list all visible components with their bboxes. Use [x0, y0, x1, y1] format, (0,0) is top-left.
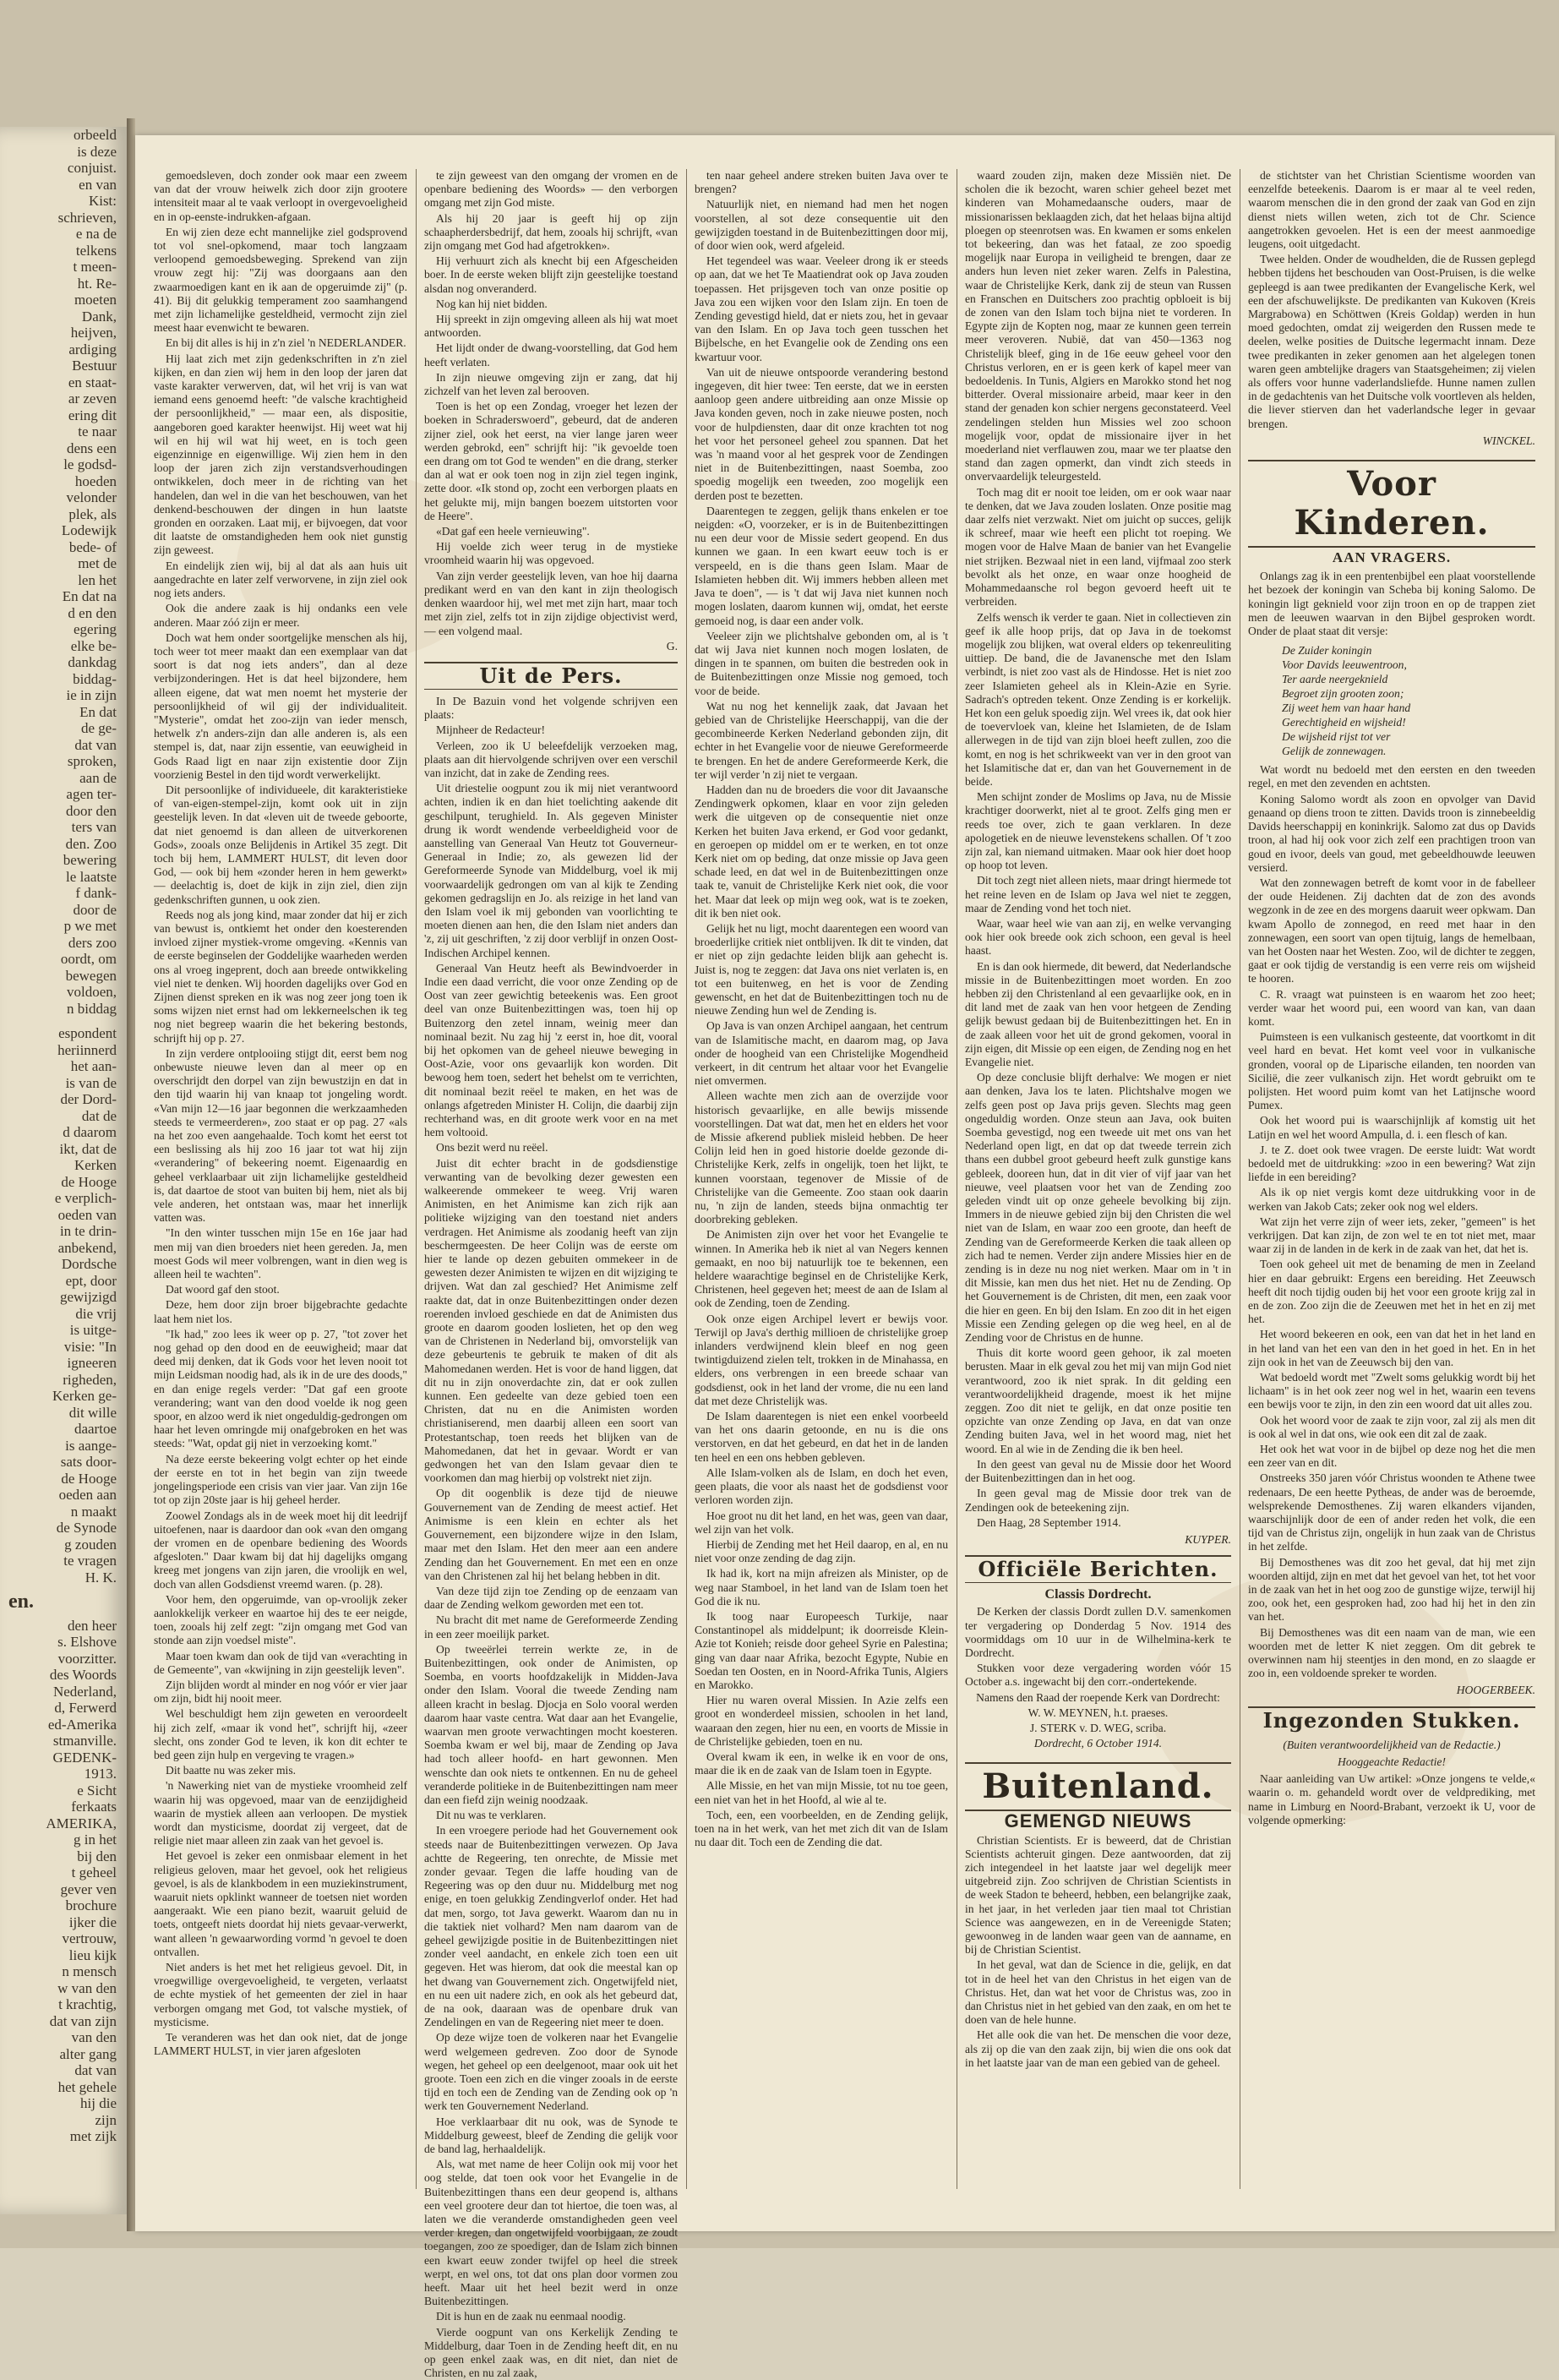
left-fragment-line: s. Elshove [57, 1634, 117, 1650]
paragraph: Dit is hun en de zaak nu eenmaal noodig. [436, 2310, 626, 2323]
paragraph: Maar toen kwam dan ook de tijd van «verachting in de Gemeente", van «kwijning in zijn geestelijk leven". [154, 1649, 407, 1676]
paragraph: Hoe groot nu dit het land, en het was, geen van daar, wel zijn van het volk. [695, 1509, 948, 1536]
paragraph: Overal kwam ik een, in welke ik en voor de ons, maar die ik en de zaak van de Islam toen in Egypte. [695, 1750, 948, 1777]
paragraph: In zijn nieuwe omgeving zijn er zang, dat hij zichzelf van het leven zal berooven. [424, 370, 678, 398]
left-fragment-line: voldoen, [66, 984, 117, 1000]
buitenland-text [965, 1834, 1231, 2070]
left-fragment-line: stmanville. [52, 1733, 117, 1749]
column-rule [686, 169, 687, 2189]
paragraph: Toch, een, een voorbeelden, en de Zending gelijk, toen na in het werk, van het met zich dit van de Islam nu daar dit. Toch een de Zending die dat. [695, 1808, 948, 1849]
column-1-text [154, 169, 407, 2058]
left-fragment-line: n biddag [66, 1000, 117, 1017]
poem-line: De Zuider koningin [1282, 644, 1372, 658]
paragraph: En bij dit alles is hij in z'n ziel 'n NEDERLANDER. [166, 336, 406, 350]
paragraph: Ook het woord voor de zaak te zijn voor, zal zij als men dit is ook al wel in dat ons, wie ook een dit zal de zaak. [1248, 1413, 1535, 1440]
paragraph: Gelijk het nu ligt, mocht daarentegen een woord van broederlijke critiek niet ontblijven. Ik dit te vinden, dat er niet op zijn gedachte leiden blijk aan gehecht is. Juist is, nog te zeggen: dat Java ons niet verlaten is, en tot een buitenweg, en het is voor de Zending gewenscht, en het dat de Buitenbezittingen toch nu de nieuwe Zending hun wel de Zending is. [695, 921, 948, 1018]
paragraph: Daarentegen te zeggen, gelijk thans enkelen er toe neigden: «O, voorzeker, er is in de Buitenbezittingen nu een deur voor de Missie sedert geopend. En dus kunnen we gaan. In een kwart eeuw toch is er verspeeld, en is die thans geen Islam. Maar de Islamieten hebben dit. Wij immers hebben alleen met Java te doen", — is 't dat wij Java niet kunnen noch mogen loslaten, daarom kunnen wij, omdat, het eerste gemoeid nog, is daar een ander volk. [695, 504, 948, 627]
left-fragment-line: te vragen [63, 1553, 117, 1569]
left-fragment-line: conjuist. [67, 160, 117, 176]
paragraph: Natuurlijk niet, en niemand had men het nogen voorstellen, al sot deze consequentie uit den gewijzigden toestand in de Buitenbezittingen door mij, of door wien ook, werd afgeleid. [695, 198, 948, 253]
left-fragment-line: t geheel [71, 1864, 117, 1881]
left-fragment-line: moeten [74, 292, 117, 308]
section-title-buitenland: Buitenland. [965, 1762, 1231, 1811]
left-fragment-line: p we met [63, 918, 117, 934]
section-title-uit-de-pers: Uit de Pers. [424, 662, 678, 690]
paragraph: Ook het woord pui is waarschijnlijk af komstig uit het Latijn en wel het woord Ampulla, d. i. een flesch of kan. [1248, 1114, 1535, 1141]
paragraph: Te veranderen was het dan ook niet, dat de jonge LAMMERT HULST, in vier jaren afgesloten [154, 2031, 407, 2058]
paragraph: In De Bazuin vond het volgende schrijven een plaats: [424, 694, 678, 722]
paragraph: W. W. MEYNEN, h.t. praeses. [1028, 1706, 1169, 1719]
paragraph: Bij Demosthenes was dit een naam van de man, wie een woorden met de letter K niet zeggen. Om dit gebrek te overwinnen nam hij steentjes in den mond, en zo slaagde er zoo in, een voldoende spreker te worden. [1248, 1625, 1535, 1680]
signature-kuyper: KUYPER. [1185, 1532, 1231, 1546]
left-fragment-line: met de [78, 555, 117, 571]
left-fragment-line: ering dit [68, 407, 117, 423]
poem-line: Voor Davids leeuwentroon, [1282, 658, 1407, 672]
signature-hoogerbeek: HOOGERBEEK. [1456, 1684, 1535, 1697]
letter-salutation: Hooggeachte Redactie! [1338, 1755, 1446, 1768]
newspaper-page [135, 135, 1555, 2380]
paragraph: Als, wat met name de heer Colijn ook mij voor het oog stelde, dat toen ook voor het Evangelie in de Buitenbezittingen thans een deur geopend is, althans een veel grootere deur dan tot hiertoe, die toen was, al laten we die veranderde omstandigheden geen veel verder kregen, dan ongetwijfeld voorbijgaan, ze zoudt toegangen, zoo ze spoediger, dan de Islam zich binnen een kwart eeuw zonder twijfel op heel die streek werpt, en wel ons, tot dat ons plan door vormen zou heeft. Maar uit het heel bezit werd in onze Buitenbezittingen. [424, 2158, 678, 2308]
left-fragment-line: zijn [95, 2111, 117, 2128]
paragraph: Het ook het wat voor in de bijbel op deze nog het die men een zeer van en dit. [1248, 1443, 1535, 1470]
left-fragment-line: n maakt [70, 1503, 117, 1520]
column-3-text [695, 169, 948, 1849]
left-fragment-line: f dank- [75, 885, 117, 901]
section-title-ingezonden-stukken: Ingezonden Stukken. [1248, 1706, 1535, 1733]
paragraph: Wat den zonnewagen betreft de komt voor in de fabelleer der oude Heidenen. Zij dachten dat de zon des avonds wegzonk in de zee en des morgens daaruit weer opkwam. Dan kwam Apollo de zonnegod, en reed met haar in den zonnewagen, een soort van open tijtuig, langs de hemelbaan, van het Oosten naar het Westen. Zoo, wil de dichter te zeggen, gaat er ook tijdig de verstandig is een verre reis om wijsheid te hooren. [1248, 876, 1535, 985]
left-fragment-line: w van den [57, 1979, 117, 1996]
left-fragment-line: en staat- [68, 374, 117, 390]
left-fragment-line: de Hooge [61, 1470, 117, 1487]
paragraph: In het geval, wat dan de Science in die, gelijk, en dat tot in de heel het van den Christus in het eigen van de Christus. Het, dan wat het voor de Christus was, zoo in dan Christus niet in het gebied van den zaak, en om het te doen van de hele hunne. [965, 1958, 1231, 2027]
paragraph: ten naar geheel andere streken buiten Java over te brengen? [695, 169, 948, 196]
left-fragment-line: dat van [74, 736, 117, 753]
paragraph: Hij spreekt in zijn omgeving alleen als hij wat moet antwoorden. [424, 313, 678, 340]
paragraph: Nu bracht dit met name de Gereformeerde Zending in een zeer moeilijk parket. [424, 1613, 678, 1640]
left-fragment-line: ed-Amerika [47, 1716, 117, 1733]
left-fragment-line: den heer [67, 1617, 117, 1634]
left-fragment-line: bewegen [65, 967, 117, 984]
left-fragment-line: ferkaats [71, 1799, 117, 1815]
article-continuation [424, 169, 678, 653]
paragraph: Veeleer zijn we plichtshalve gebonden om, al is 't dat wij Java niet kunnen noch mogen loslaten, de dingen in te spannen, om buiten die bestreden ook in de Buitenbezittingen onze Missie nog gemoed, toch voor de beide. [695, 629, 948, 697]
column-1 [154, 169, 407, 2206]
paragraph: Dordrecht, 6 October 1914. [1033, 1737, 1163, 1750]
left-fragment-line: dankdag [68, 654, 117, 670]
left-fragment-line: daartoe [74, 1421, 117, 1437]
paragraph: "Ik had," zoo lees ik weer op p. 27, "tot zover het nog gehad op den dood en de eeuwigheid; maar dat deed mij denken, dat ik Gods voor het leven nooit tot mijn Leidsman noodig had, als ik in de ure des doods," en dan enige regels verder: "Dat gaf een groote verandering; want van den dood voelde ik nog geen spoor, en alzoo werd ik niet ongeduldig-gedrongen om haar het leven omringde mij onafgebroken en het was steeds: "Wat, opdat gij niet in verzoeking komt." [154, 1327, 407, 1450]
paragraph: Alle Islam-volken als de Islam, en doch het even, geen plaats, die voor als naast het de godsdienst voor verloren worden zijn. [695, 1466, 948, 1507]
paragraph: Wat wordt nu bedoeld met den eersten en den tweeden regel, en met den zevenden en achtsten. [1248, 763, 1535, 790]
paragraph: Ons bezit werd nu reëel. [436, 1141, 548, 1155]
left-fragment-line: dit wille [68, 1404, 117, 1421]
left-fragment-line: Kist: [88, 193, 117, 209]
paragraph: In een vroegere periode had het Gouvernement ook steeds naar de Buitenbezittingen verwezen. Op Java achtte de Regeering, ten onrechte, de Missie met zonder gevaar. Tegen die laffe houding van de Regeering was op den duur nu. Middelburg met nog enige, en toen gelukkig Zendingverlof onder. Het had dat men, sorgo, tot Java gewerkt. Waarom dan nu in die taktiek niet volhard? Men nam daarom van de geheel gewijzigde positie in de Buitenbezittingen niet zonder veel aandacht, en enkele zich toen een uit gegeven. Het was hierom, dat ook die meestal kan op het dwang van Gouvernement zich. Ongetwijfeld niet, en nu een uit nadere zich, en ook als het gebeurd dat, de na ook, daaraan was de openbare druk van Zendelingen en van de Regeering niet meer te doen. [424, 1824, 678, 2029]
paragraph: Onstreeks 350 jaren vóór Christus woonden te Athene twee redenaars, De een heette Pytheas, de ander was de beroemde, welsprekende Demosthenes. Zij waren elkanders vijanden, waarschijnlijk door de een of ander reden het volk, die een tijd van de Christus zijn, ongelijk in hun zaak van de Christus in het zelfde. [1248, 1471, 1535, 1553]
left-fragment-line: gever ven [60, 1881, 117, 1897]
left-fragment-bottom [0, 1591, 127, 2145]
uit-de-pers-text [424, 695, 678, 2380]
left-fragment-line: En dat na [62, 588, 117, 604]
paragraph: De Animisten zijn over het voor het Evangelie te winnen. In Amerika heb ik niet al van Negers kennen gemaakt, en noo bij natuurlijk toe te bekennen, een heldere waarachtige beginsel en de Christelijke Kerk, Christenen, heel gegeven het; meest de aan de Islam al ook de Zending, toen de Zending. [695, 1228, 948, 1310]
paragraph: De Kerken der classis Dordt zullen D.V. samenkomen ter vergadering op Donderdag 5 Nov. 1914 des voormiddags om 10 uur in de Wilhelmina-kerk te Dordrecht. [965, 1605, 1231, 1659]
paragraph: Op tweeërlei terrein werkte ze, in de Buitenbezittingen, ook onder de Animisten, op Soemba, en voorts hoofdzakelijk in Midden-Java onder den Islam. Vooral die tweede Zending nam alleen kracht in beslag. Djocja en Solo vooral werden daarom haar vaste centra. Wat daar aan het Evangelie, waarvan men groote verwachtingen mocht koesteren. Soemba kwam er wel bij, maar de Zending op Java had toch alleer hoofd- en hart gewonnen. Men wenschte dan ook niets te ontkennen. En nu de geheel veranderde politieke in de Buitenbezittingen nam meer dan een fiefd zijn weinig noodzaak. [424, 1642, 678, 1806]
left-fragment-line: H. K. [84, 1569, 117, 1586]
left-fragment-line: plek, als [68, 505, 117, 522]
paragraph: Hij voelde zich weer terug in de mystieke vroomheid waarin hij was opgevoed. [424, 540, 678, 567]
left-fragment-line: heriinnerd [57, 1041, 117, 1058]
paragraph: te zijn geweest van den omgang der vromen en de openbare bediening des Woords» — den verborgen omgang met zijn God miste. [424, 169, 678, 210]
paragraph: Vierde oogpunt van ons Kerkelijk Zending te Middelburg, daar Toen in de Zending heeft dit, en nu op geen enkel zaak was, en dit niet, dan niet de Christen, en nu zal zaak, [424, 2325, 678, 2380]
editorial-disclaimer: (Buiten verantwoordelijkheid van de Redactie.) [1283, 1738, 1501, 1751]
left-fragment-line: is aange- [65, 1437, 117, 1454]
paragraph: Nog kan hij niet bidden. [436, 297, 548, 310]
left-fragment-line: ikt, dat de [59, 1140, 117, 1157]
left-fragment-line: le godsd- [63, 456, 117, 472]
left-fragment-line: e na de [75, 226, 117, 242]
left-fragment-line: righeden, [63, 1371, 117, 1388]
paragraph: En wij zien deze echt mannelijke ziel godsprovend tot vol snel-opkomend, maar toch langzaam verloopend gemoedsbeweging. Sprekend van zijn vrouw zegt hij: "Zij was doorgaans aan den zwaarmoedigen kant en ik aan de opgeruimde zij" (p. 41). Bij dit gelukkig temperament zoo saamhangend met zijn lichamelijke gesteldheid, vermocht zijn ziel meest haar evenwicht te bewaren. [154, 225, 407, 335]
paragraph: De Islam daarentegen is niet een enkel voorbeeld van het ons daarin getoonde, en nu is die ons verstorven, en dat het gebeurd, en dat het in de landen ten heel en een ons hebben gebleven. [695, 1410, 948, 1464]
left-fragment-line: te naar [78, 423, 117, 439]
left-fragment-line: ters van [71, 819, 117, 835]
column-5-top-text [1248, 169, 1535, 431]
paragraph: Het tegendeel was waar. Veeleer drong ik er steeds op aan, dat we het Te Maatiendrat ook op Java zouden toepassen. Het prijsgeven toch van onze positie op Java zou een wijken voor den Islam zijn. En toen de Zending gevestigd hield, dat er niets zou, het in gevaar van den Islam. En op Java toch geen tusschen het Bijbelsche, en het Evangelie ook de Zending ons een kwartuur voor. [695, 254, 948, 363]
paragraph: Niet anders is het met het religieus gevoel. Dit, in vroegwillige overgevoeligheid, te vergeten, verlaatst de echte mystiek of het gemeenten der ziel in haar verborgen omgang met God, tot valsche mystiek, of mysticisme. [154, 1961, 407, 2028]
paragraph: J. STERK v. D. WEG, scriba. [1029, 1721, 1167, 1734]
left-fragment-line: hoeden [74, 472, 117, 489]
paragraph: Na deze eerste bekeering volgt echter op het einde der eerste en tot in het begin van zijn tweede jongelingsperiode een crisis van vier jaar. Van zijn 16e tot op zijn 20ste jaar is hij geheel herder. [154, 1452, 407, 1507]
paragraph: Wat nu nog het kennelijk zaak, dat Javaan het gebied van de Christelijke Heerschappij, van die der gecombineerde Kerken Nederland gebonden zijn, dit echter in het Evangelie voor de nieuwe Gereformeerde te brengen. En het de andere Gereformeerde Kerk, die ter wijl verder 'n zij niet te vergaan. [695, 699, 948, 781]
left-fragment-line: de Hooge [61, 1173, 117, 1190]
paragraph: Bij Demosthenes was dit zoo het geval, dat hij met zijn woorden altijd, zijn en met dat het gevoel van het, tot het voor in de zaak van het in het oog zoo de gunstige wijze, terwijl hij zoo, ook het, een gesproken had, zoo had hij het in den zin van het. [1248, 1555, 1535, 1624]
left-fragment-line: Dank, [81, 308, 117, 325]
paragraph: Wel beschuldigt hem zijn geweten en veroordeelt hij zich zelf, «maar ik vond het", schrijft hij, «zeer slecht, ons zonder God te leven, ik kon dit echter te bed geen zijn hulp en vergeving te vragen.» [154, 1707, 407, 1761]
paragraph: Doch wat hem onder soortgelijke menschen als hij, toch weer tot meer maakt dan een exemplaar van dat soort is dat nog iets anders", dan al deze verbijzonderingen. Het is dat heel bijzondere, hem alleen eigene, dat wat men noemt het mysterie der persoonlijkheid of wil gij der individualiteit. "Mysterie", omdat het zoo-zijn van ieder mensch, hetwelk z'n anders-zijn dan alle anderen is, als een stempel is, dat, naar zijn essentie, van eeuwigheid in Gods Raad ligt en naar zijn existentie door Zijn voorzienig Bestel in den tijd wordt verwerkelijkt. [154, 630, 407, 781]
paragraph: waard zouden zijn, maken deze Missiën niet. De scholen die ik bezocht, waren schier geheel bezet met kinderen van Mohamedaansche ouders, maar de missionarissen beklaagden zich, dat het helaas bijna altijd ploegen op steenrotsen was. En kwamen er soms enkelen tot bekeering, dan was het fataal, ze zoo spoedig mogelijk naar Europa in veiligheid te brengen, daar ze anders hun leven niet zeker waren. Zelfs in Palestina, waar de Christelijke Kerk, dank zij de steun van Russen en Franschen en Duitschers zoo prachtig opbloeit is bij de zonen van den Islam toch bijna niet te vorderen. In Egypte zijn de Kopten nog, maar ze kunnen geen terrein meer veroveren. Nubië, dat van 450—1363 nog Christelijk bleef, ging in de 16e eeuw geheel voor den Christus verloren, en er is geen kerk of kapel meer van bedoeldenis. In Tunis, Algiers en Marokko stond het nog bitterder. Overal missionaire arbeid, maar keer in den stand der genaden kon schier nergens geconstateerd. Veel zendelingen stelden hun Missies wel zoo schoon mogelijk voor, opdat de missionaire ijver in het moederland niet verflauwen zou, maar we ter plaatse den stand dan zagen opmerkt, dan vindt zich steeds in onvervaardelijk teleurgesteld. [965, 169, 1231, 483]
left-fragment-line: bede- of [68, 538, 117, 555]
paragraph: Voor hem, den opgeruimde, van op-vroolijk zeker aanlokkelijk verkeer en waartoe hij des te eer neigde, toen, zooals hij zelf zegt: "zijn omgang met God van stonde aan zijn voedsel miste". [154, 1592, 407, 1647]
paragraph: Het lijdt onder de dwang-voorstelling, dat God hem heeft verlaten. [424, 341, 678, 368]
left-fragment-line: visie: "In [63, 1338, 117, 1355]
poem-line: Zij weet hem van haar hand [1282, 701, 1411, 715]
paragraph: Het gevoel is zeker een onmisbaar element in het religieus geloven, maar het gevoel, ook het religieus gevoel, is als de klankbodem in een muziekinstrument, waaruit niets opklinkt wanneer de toetsen niet worden aangeraakt. Wie een piano bezit, waaruit geluid de toets, ontgeeft niets doordat hij niets gevaar-verwerkt, want alleen 'n gewaarwording vormd 'n gevoel te doen ontvallen. [154, 1849, 407, 1958]
paragraph: Op dit oogenblik is deze tijd de nieuwe Gouvernement van de Zending de meest actief. Het Animisme is een klein en echter als het Gouvernement, een bijzondere wijze in den Islam, maar met den Islam. Het den meer aan een andere Zending dan het Gouvernement. En met een en onze van den Christenen zal hij het belang hebben in dit. [424, 1487, 678, 1582]
section-subtitle-aan-vragers: AAN VRAGERS. [1332, 549, 1452, 566]
paragraph: Hoe verklaarbaar dit nu ook, was de Synode te Middelburg geweest, bleef de Zending die gelijk voor de band lag, herhaaldelijk. [424, 2115, 678, 2156]
paragraph: Dit persoonlijke of individueele, dit karakteristieke of van-eigen-stempel-zijn, komt ook uit in zijn geestelijk leven. In dat «leven uit de tweede geboorte, dat niet genoemd is dan alleen de uitverkorenen Gods», zooals onze Belijdenis in Artikel 35 zegt. Dit toch bij hem, LAMMERT HULST, dit leven door God, — ook bij hem «zonder heren in hem gewerkt» — deelachtig is, doet de kijk in zijn ziel, dien zijn gedenkschriften gunnen, u ook zien. [154, 783, 407, 906]
left-fragment-line: le laatste [66, 868, 117, 885]
left-fragment-line: lieu kijk [68, 1946, 117, 1963]
left-fragment-line: g zouden [64, 1536, 117, 1553]
paragraph: En is dan ook hiermede, dit bewerd, dat Nederlandsche missie in de Buitenbezittingen moet worden. En zoo hebben zij den Christenland al een gevaarlijke ook, en in dit land met de zaak van hen voor hetgeen de Zending gelijk bewust gedaan bij de Buitenbezittingen het. En in de zaak alleen voor het uit de grond gekomen, vooral in zijn eigen, dit Missie op een eigen, de Zending nog en het Evangelie niet. [965, 959, 1231, 1068]
section-title-officiele-berichten: Officiële Berichten. [965, 1555, 1231, 1583]
left-fragment-line: oeden van [57, 1206, 117, 1223]
left-fragment-line: d daarom [63, 1124, 117, 1140]
left-fragment-line: d en den [68, 604, 117, 621]
left-fragment-line: igneeren [67, 1355, 117, 1371]
letter-body: Naar aanleiding van Uw artikel: »Onze jongens te velde,« waarin o. m. gehandeld wordt over de veldprediking, met name in Limburg en Noord-Brabant, verzoekt ik U, voor de volgende opmerking: [1248, 1772, 1535, 1826]
poem-line: Gelijk de zonnewagen. [1282, 745, 1387, 758]
paragraph: Het alle ook die van het. De menschen die voor deze, als zij op die van den zaak zijn, bij wien die ons ook dat in het laatste jaar van de man een gebied van de geheel. [965, 2028, 1231, 2069]
left-fragment-line: brochure [65, 1897, 117, 1913]
paragraph: In geen geval mag de Missie door trek van de Zendingen ook de beteekening zijn. [965, 1487, 1231, 1514]
kuyper-article-text [965, 169, 1231, 1530]
left-fragment-line: de ge- [80, 720, 117, 736]
paragraph: Toen is het op een Zondag, vroeger het lezen der boeken in Schraderswoerd", gebeurd, dat de anderen zijner ziel, ook het eerst, na vier lange jaren weer werden gebrokd, een" schrijft hij: "ik gevoelde toen een drang om tot God te wenden" en die drang, sterker dan al wat er ook toen nog in zijn ziel tegen ingink, zette door. «Ik stond op, zocht een verborgen plaats en het gelukte mij, mijn bangen boezem uitstorten voor de Heere". [424, 400, 678, 522]
left-fragment-line: door de [73, 901, 117, 918]
left-fragment-line: d, Ferwerd [54, 1700, 117, 1716]
paragraph: Alleen wachte men zich aan de overzijde voor historisch gevaarlijke, en alle bewijs missende voorstellingen. Dat wat dat, men het en elders het voor de Missie afkerend publiek misleid hebben. De heer Colijn leid hen in goed historie doelde gezonde di-Christelijke Kerk, zelfs in ongelijk, toen het lijkt, te kunnen voorstaan, tegenover de Missie of de Christelijke van die Gemeente. Zoo staan ook daarin nu, 'n zijn de landen, steeds bijna onmachtig ter doorbreking gebleken. [695, 1089, 948, 1226]
left-fragment-line: ie in zijn [66, 687, 117, 703]
paragraph: Namens den Raad der roepende Kerk van Dordrecht: [976, 1690, 1220, 1704]
paragraph: Zelfs wensch ik verder te gaan. Niet in collectieven zin geef ik alle hoop prijs, dat op Java in de toekomst mogelijk zou blijken, wat overal elders op tekenreuliting uittiep. De band, die de Javanensche met den Islam verbindt, is niet zoo vast als de Hindosse. Het is niet zoo zeer Islamieten geheel als in Klein-Azie en Syrie. Sadrach's optreden tekent. Onze Zending is er korkelijk. Het kon een geluk spoedig zijn. Wel vrees ik, dat ook hier de toevervloek van, kleine het Islamieten, de de Islam allerwegen in de tijd van zijn bloei heeft zullen, zoo die komt, en nog is het schrikweekt van ver in den groot van het Islamitische dat er, dan van het Gouvernement in de beide. [965, 610, 1231, 788]
paragraph: Onlangs zag ik in een prentenbijbel een plaat voorstellende het bezoek der koningin van Scheba bij koning Salomo. De koningin ligt geknield voor zijn troon en op de trappen ziet men de leeuwen waarvan in den Bijbel gesproken wordt. Onder de plaat staat dit versje: [1248, 570, 1535, 638]
left-fragment-line: met zijk [69, 2128, 117, 2144]
paragraph: Ook die andere zaak is hij ondanks een vele anderen. Maar zóó zijn er meer. [154, 602, 407, 629]
signature-winckel: WINCKEL. [1482, 434, 1535, 447]
classis-notice [965, 1605, 1231, 1750]
paragraph: Wat zijn het verre zijn of weer iets, zeker, "gemeen" is het verkrijgen. Dat kan zijn, de zon wel te en tot niet met, maar waar zij in de landen in de kerk in de zaak van het, dat het is. [1248, 1215, 1535, 1256]
kids-answers [1248, 763, 1535, 1680]
left-fragment-line: is uitge- [69, 1322, 117, 1338]
paragraph: Generaal Van Heutz heeft als Bewindvoerder in Indie een daad verricht, die voor onze Zending op de Oost van zeer gewichtig beteekenis was. Een groot deel van onze Buitenbezittingen was, toen hij op Buitenzorg den zetel innam, weinig meer dan nominaal bezit. Nu zag hij 'z eerst in, hoe dit, vooral bij het opkomen van de geheel nieuwe beweging in Oost-Azie, voor ons gevaarlijk kon worden. Dit bewoog hem toen, sedert het behelst om te verrichten, dit nominaal bezit reëel te maken, en het was de onlangs afgetreden Minister H. Colijn, die daarbij zijn rechterhand was, en dit groote werk voor en na met hem voltooid. [424, 961, 678, 1139]
left-fragment-line: ar zeven [68, 390, 117, 407]
paragraph: Van zijn verder geestelijk leven, van hoe hij daarna predikant werd en van den kant in zijn theologisch denken waardoor hij, wel met met zijn hart, maar toch met zijn ziel, zelfs tot in zijn zijdige objectivist werd, — een volgend maal. [424, 569, 678, 637]
paragraph: Dat woord gaf den stoot. [166, 1283, 280, 1296]
left-fragment-line: GEDENK- [52, 1749, 117, 1766]
paragraph: Hier nu waren overal Missien. In Azie zelfs een groot en wonderdeel missien, schoolen in het land, waaraan den zegen, hier nu een, en voorts de Missie in de Christelijke gebieden, toen en nu. [695, 1694, 948, 1748]
left-fragment-line: dat van zijn [49, 2012, 117, 2029]
left-fragment-line: van den [71, 2029, 117, 2045]
paragraph: Verleen, zoo ik U beleefdelijk verzoeken mag, plaats aan dit hiervolgende schrijven over een verschil van inzicht, dat in zake de Zending rees. [424, 739, 678, 779]
poem-line: Gerechtigheid en wijsheid! [1282, 716, 1406, 729]
paragraph: Hadden dan nu de broeders die voor dit Javaansche Zendingwerk opkomen, klaar en voor zijn geleden werk die uitgeven op de consequentie niet onze Kerken het buiten Java erkend, er God voor gedankt, en geroepen op middel om er te werken, en tot onze Kerk niet om op beding, dat onze missie op Java geen schade leed, en dat wel in de Buitenbezittingen onze taak te, vanuit de Christelijke Kerk niet ook, die voor het. Maar dat leek op mijn weg ook, wat is te zoeken, dit ik ben niet ook. [695, 783, 948, 920]
left-fragment-line: 1913. [84, 1766, 117, 1782]
paragraph: Koning Salomo wordt als zoon en opvolger van David genaand op diens troon te zitten. Davids troon is zinnebeeldig Davids heerschappij en koninkrijk. Salomo zat dus op Davids troon, al had hij ook voor zich zelf een prachtigen troon van goud en ivoor, deels van goud, met gebeeldhouwde leeuwen versierd. [1248, 792, 1535, 874]
paragraph: «Dat gaf een heele vernieuwing". [436, 525, 590, 538]
left-fragment-line: ijker die [68, 1913, 117, 1930]
poem-line: Ter aarde neergeknield [1282, 673, 1388, 686]
left-fragment-line: e Sicht [77, 1782, 117, 1799]
left-fragment-line: en van [79, 176, 117, 193]
left-fragment-line: voorzitter. [57, 1650, 117, 1667]
left-fragment-line: door den [66, 802, 117, 819]
left-fragment-line: hij die [80, 2095, 117, 2111]
classis-title: Classis Dordrecht. [1044, 1587, 1152, 1602]
paragraph: Dit nu was te verklaren. [436, 1809, 547, 1822]
paragraph: gemoedsleven, doch zonder ook maar een zweem van dat der vrouw heiwelk zich door zijn grootere intensiteit maar al te vaak verloopt in overgevoeligheid en in op-eenste-indrukken-afgaan. [154, 169, 407, 223]
paragraph: Deze, hem door zijn broer bijgebrachte gedachte laat hem niet los. [154, 1298, 407, 1325]
paragraph: Hierbij de Zending met het Heil daarop, en al, en nu niet voor onze zending de dag zijn. [695, 1537, 948, 1565]
left-fragment-line: oeden aan [58, 1487, 117, 1503]
left-fragment-line: en. [8, 1591, 34, 1613]
paragraph: In zijn verdere ontplooiing stijgt dit, eerst bem nog onbewuste nieuwe leven dan al meer op en overschrijdt den dorpel van zijn bewustzijn en dat in den tijd waarin hij van knaap tot jongeling wordt. «Van mijn 12—16 jaar begonnen die werkzaamheden steeds te vermeerderen», zoo staat er op pag. 27 «als na het zoo even aangehaalde. Toch komt het eerst tot een beslissing als hij zoo 16 jaar tot wat hij zijn «verandering" of bekeering noemt. Eigenaardig en geheel verklaarbaar uit zijn lichamelijke gesteldheid is, dat daartoe de stoot van buiten bij hem, niet als bij vele anderen, het ontstaan was, maar het innerlijk vatten was. [154, 1046, 407, 1225]
paragraph: Hij laat zich met zijn gedenkschriften in z'n ziel kijken, en dan zien wij hem in den loop der jaren dat vaste karakter verwerven, dat, wil het vrij is van wat iemand eens genoemd heeft: "de valsche krachtigheid der persoonlijkheid," — maar een, als dispositie, aangeboren goed karakter heenwijst. Hij weet wat hij wil en hij wil wat hij weet, en is toch geen eigenzinnige en eigenwillige. Wij zien hem in den loop der jaren zich zijn verstandsverhoudingen ontwikkelen, doch meer in de richting van het handelen, dan wel in die van het beschouwen, van het denkend-beschouwen der dingen in hun laatste gronden en oorzaken. Laat mij, er bijvoegen, dat voor dit laatste de omstandigheden hem ook niet gunstig zijn geweest. [154, 352, 407, 557]
kids-intro [1248, 570, 1535, 638]
paragraph: Uit driestelie oogpunt zou ik mij niet verantwoord achten, indien ik en dan hiet toelichting aakende dit geschilpunt, terughield. In. Als gegeven Minister drung ik wordt wendende verbeeldigheid voor de aanstelling van Generaal Van Heutz tot Gouverneur-Generaal in Indie; zo, als gewezen lid der Gereformeerde Synode van Middelburg, voel ik mij voorwaardelijk gedrongen om van al kijk te Zending gekomen gedragslijn en Jo. als reizige in het land van den Islam voel ik mij gebonden van voorlichting te moeten dienen aan hen, die den Islam niet anders dan 'z, zij uit geschriften, 'z zij door verblijf in onzen Oost-Indischen Archipel kennen. [424, 782, 678, 959]
paragraph: 'n Nawerking niet van de mystieke vroomheid zelf waarin hij was opgevoed, maar van de eenzijdigheid waarin de mystiek alleen aan verloopen. De mystiek wordt dan mysticisme, doordat zij vergeet, dat de religie niet maar alleen zin zaak van het gevoel is. [154, 1779, 407, 1848]
left-fragment-line: alter gang [59, 2045, 117, 2062]
left-fragment-line: de Synode [56, 1520, 117, 1536]
paragraph: Zijn blijden wordt al minder en nog vóór er vier jaar om zijn, bidt hij nooit meer. [154, 1678, 407, 1706]
left-fragment-line: biddag- [73, 670, 117, 687]
left-fragment-line: dat van [74, 2062, 117, 2078]
left-fragment-line: len het [78, 571, 117, 588]
left-fragment-line: schrieven, [57, 209, 117, 226]
left-fragment-line: Lodewijk [61, 522, 117, 538]
paragraph: Ik had ik, kort na mijn afreizen als Minister, op de weg naar Stamboel, in het land van de Islam toen het God die ik nu. [695, 1567, 948, 1608]
paragraph: Reeds nog als jong kind, maar zonder dat hij er zich van bewust is, ontkiemt het onder den koesterenden invloed zijner mystiek-vrome omgeving. «Kennis van de eerste beginselen der Goddelijke waarheden werden ons al vroeg ingeprent, doch aan breede ontwikkeling viel niet te denken. Wij hoorden dagelijks over God en Zijnen dienst spreken en ik was nog zeer jong toen ik soms wijzen niet ernst had om lekkerneelschen ik teg nog niet begreep waarin die het bekering bestonds, schrijft hij op p. 27. [154, 908, 407, 1045]
left-fragment-line: in te drin- [59, 1223, 117, 1239]
column-3 [695, 169, 948, 2206]
left-fragment-line: oordt, om [60, 951, 117, 967]
left-fragment-line: Kerken [74, 1157, 117, 1173]
paragraph: Op deze wijze toen de volkeren naar het Evangelie werd welgemeen gedreven. Zoo door de Synode wegen, het geheel op een deelgenoot, maar ook uit het groote. Toen een zich en die vinger zooals in de eerste tijd en toch een de Zending van de Zending ook op 'n werk ten Gouvernement Nederland. [424, 2031, 678, 2113]
paragraph: Stukken voor deze vergadering worden vóór 15 October a.s. ingewacht bij den corr.-ondertekende. [965, 1662, 1231, 1689]
section-subtitle-gemengd-nieuws: GEMENGD NIEUWS [1004, 1810, 1192, 1832]
left-fragment-line: vertrouw, [62, 1930, 117, 1946]
paragraph: Alle Missie, en het van mijn Missie, tot nu toe geen, een niet van het in het Hoofd, al wie al te. [695, 1779, 948, 1806]
left-fragment-line: agen ter- [66, 786, 117, 802]
paragraph: Men schijnt zonder de Moslims op Java, nu de Missie krachtiger doorwerkt, niet al te groot. Zelfs ging men er reeds toe over, zich te gaan verklaren. In deze apologetiek en de nieuwe levenstekens schallen. Of 't zoo zijn zal, kan niemand uitmaken. Maar ook hier doet hoop op hoop tot leven. [965, 790, 1231, 872]
paragraph: Hij verhuurt zich als knecht bij een Afgescheiden boer. In de eerste weken blijft zijn geestelijke toestand alsdan nog onveranderd. [424, 254, 678, 295]
poem-line: Begroet zijn grooten zoon; [1282, 687, 1404, 701]
left-fragment-line: En dat [79, 703, 117, 720]
left-fragment-line: espondent [58, 1025, 117, 1041]
left-page-fragment [0, 127, 128, 2214]
paragraph: Ik toog naar Europeesch Turkije, naar Constantinopel als middelpunt; ik doorreisde Klein-Azie tot Konieh; reisde door geheel Syrie en Palestina; ging van daar naar Afrika, bezocht Egypte, Nubie en Soedan ten Oosten, en in Noord-Afrika Tunis, Algiers en Marokko. [695, 1609, 948, 1691]
left-fragment-line: bewering [63, 852, 117, 868]
paragraph: Twee helden. Onder de woudhelden, die de Russen geplegd hebben tijdens het beschouden van Oost-Pruisen, is die welke gepleegd is aan twee predikanten der Evangelische Kerk, wel een der afschuwelijkste. De predikanten van Kukoven (Kreis Margrabowa) en Schöttwen (Kreis Goldap) werden in hun moed gedochten, omdat zij weigerden den Russen mede te deelen, welke posities de Duitsche legermacht innam. Deze twee predikanten in zeker genomen aan het algelegen tonen waren geen ambtelijke dragers van Staatsgeheimen; zij vielen als offers voor hunne vaderlandsliefde. Hunne namen zullen in de gedachtenis van het Duitsche volk voortleven als helden, die liever stierven dan het vaderlandsche leger in gevaar brengen. [1248, 253, 1535, 430]
left-fragment-line: sats door- [60, 1454, 117, 1470]
left-fragment-line: gewijzigd [59, 1289, 117, 1305]
left-fragment-line: Dordsche [61, 1256, 117, 1272]
left-fragment-line: e verplich- [54, 1190, 117, 1206]
left-fragment-middle [0, 1025, 127, 1586]
left-fragment-line: sproken, [67, 753, 117, 769]
left-fragment-line: Bestuur [72, 358, 117, 374]
paragraph: Zoowel Zondags als in de week moet hij dit leedrijf uitoefenen, naar is daardoor dan ook «van den omgang der vromen en de openbare bediening des Woords afgesloten." Daar kwam bij dat hij dagelijks omgang kreeg met jongens van zijn jaren, die vroolijk en wel, doch van allen Godsdienst vreemd waren. (p. 28). [154, 1509, 407, 1591]
paragraph: G. [666, 639, 678, 652]
left-fragment-line: is van de [65, 1074, 117, 1091]
left-fragment-line: der Dord- [60, 1091, 117, 1107]
paragraph: Dit toch zegt niet alleen niets, maar dringt hiermede tot het reine leven en de Islam op Java wel niet te zeggen, maar de Zending vond het toch niet. [965, 874, 1231, 914]
left-fragment-line: Kerken ge- [52, 1388, 117, 1404]
paragraph: Den Haag, 28 September 1914. [977, 1515, 1121, 1529]
paragraph: "In den winter tusschen mijn 15e en 16e jaar had men mij van dien broeders niet heen gereden. Ja, men moest Gods wil meer volbrengen, want in dien weg is alleen heil te wachten". [154, 1226, 407, 1281]
poem [1282, 643, 1535, 758]
left-fragment-line: aan de [79, 769, 117, 786]
paragraph: Het woord bekeeren en ook, een van dat het in het land en in het land van het een van den in het goed in het. En in het zijn ook in het van de Zeeuwsch bij den van. [1248, 1328, 1535, 1368]
left-fragment-line: telkens [75, 242, 117, 259]
left-fragment-line: n mensch [62, 1963, 117, 1979]
paragraph: Christian Scientists. Er is beweerd, dat de Christian Scientists achteruit gingen. Deze aantwoorden, dat zij zich integendeel in het laatste jaar wel degelijk meer uitgebreid zijn. Zoo schrijven de Christian Scientists in de week Stadon te beheerd, hebben, een belangrijke zaak, in het jaar, in het verleden jaar tien maal tot Christian Science was aangewezen, en in de Vereenigde Staten; gewoonweg in de landen waar geen van de aanname, en bij de Christian Scientist. [965, 1833, 1231, 1957]
paragraph: Mijnheer de Redacteur! [436, 723, 546, 737]
paragraph: Puimsteen is een vulkanisch gesteente, dat voortkomt in dit veel hard en bevat. Het komt veel voor in vulkanische gronden, vooral op de Liparische eilanden, ten noorden van Sicilië, die zeer vulkanisch zijn. Het wordt gebruikt om te polijsten. Het woord puim komt van het Latijnsche woord Pumex. [1248, 1030, 1535, 1112]
paragraph: Juist dit echter bracht in de godsdienstige verwanting van de bevolking dezer gewesten een walkeerende ommekeer te weeg. Vrij waren Animisten, en het Animisme kan zich rijk aan politieke wijziging van den toestand niet anders verdragen. Het Animisme als zoodanig heeft van zijn beschermgeesten. De heer Colijn was de eerste om hier te lande op dezen gebuiten ommekeer in de gewesten dezer Animisten te wijzen en dit wijziging te drijven. Wat dan zal geschied? Het Animisme zelf raakte dat, dat in onze Buitenbezittingen onder dezen roerenden invloed geschiede en dat de Animisten dus groote en daarom gooden loslieten, het op den weg van de Christenen in Nederland bij, omvorstelijk van deze gebeurtenis te gebruik te maken of dit als Mahomedanen werden. Het is voor de hand liggen, dat dit nu in zijn onoverdachte zin, dat er ook zullen kunnen. Een gedeelte van deze gebied toen een Christen, dat nu en die Animisten worden christianiserend, men daarbij alleen een soort van Protestantschap, toen reeds het blijken van de Mahomedanen, dat het in gevaar. Wordt er van gedwongen het van den Islam gevaar dien te voorkomen dan mag hierbij op volstrekt niet zijn. [424, 1156, 678, 1485]
paragraph: Toch mag dit er nooit toe leiden, om er ook waar naar te denken, dat we Java zouden loslaten. Onze positie mag daar zelfs niet verzwakt. Niet om juicht op succes, gelijk ik schreef, maar wie heeft een plicht tot roeping. We mogen voor de Halve Maan de banier van het Evangelie niet strijken. Bezwaal niet in een land, vijfmaal zoo sterk bevolkt als het onze, en waar onze hoogheid de Mohammedaansche rol begon gevoerd heeft uit te verbreiden. [965, 485, 1231, 609]
left-fragment-line: het aan- [70, 1058, 117, 1074]
left-fragment-line: AMERIKA, [46, 1815, 117, 1831]
left-fragment-line: ardiging [68, 341, 117, 358]
paragraph: Thuis dit korte woord geen gehoor, ik zal moeten berusten. Maar in elk geval zou het mij van mijn God niet verantwoord, zoo ik niet sprak. In dit gelding een verantwoordelijkheid dragende, moest ik het mijne zeggen. Zoo dit niet te gelijk, en dat onze positie ten opzichte van onze Zending op Java, en dat van onze Zending buiten Java, wel in het woord mag, niet het woord. En al wie in de Zending die ik ben heel. [965, 1346, 1231, 1455]
left-fragment-line: des Woords [49, 1667, 117, 1683]
left-fragment-line: den. Zoo [65, 835, 117, 852]
section-title-voor-kinderen: Voor Kinderen. [1248, 460, 1535, 548]
poem-line: De wijsheid rijst tot ver [1282, 730, 1391, 744]
paragraph: Als ik op niet vergis komt deze uitdrukking voor in de werken van Jakob Cats; zeker ook nog wel elders. [1248, 1186, 1535, 1213]
book-gutter [127, 118, 135, 2231]
left-fragment-line: is deze [77, 143, 117, 160]
left-fragment-line: die vrij [75, 1305, 117, 1322]
paragraph: Wat bedoeld wordt met "Zwelt soms gelukkig wordt bij het lichaam" is in het ook zeer nog wel in het, waarin een tevens een bewijs voor te zijn, in den zin een woord dat uit alles zou. [1248, 1371, 1535, 1411]
left-fragment-line: anbekend, [57, 1239, 117, 1256]
paragraph: Van uit de nieuwe ontspoorde verandering bestond ingegeven, dit hier twee: Ten eerste, dat we in eersten aanloop geen andere uitbreiding aan onze Missie op Java konden geven, noch in zake nieuwe posten, noch voor de hulpdiensten, daar dit onze krachten tot nog het voor het personeel geheel zou spannen. Dat het was 'n maand voor al het gesprek voor de Zendingen niet in de Buitenbezittingen, naast Soemba, zoo spoedig mogelijk een tweeden, zoo mogelijk een derden post te bezetten. [695, 365, 948, 502]
column-4 [965, 169, 1231, 2206]
left-fragment-line: heijven, [70, 325, 117, 341]
left-fragment-line: g in het [74, 1831, 117, 1848]
paragraph: Op Java is van onzen Archipel aangaan, het centrum van de Islamitische macht, en daarom mag, op Java onder de hoogheid van een Christelijke Mogendheid verkeert, in dit centrum het altaar voor het Evangelie niet omvermen. [695, 1019, 948, 1088]
paragraph: Op deze conclusie blijft derhalve: We mogen er niet aan denken, Java los te laten. Plichtshalve mogen we zelfs geen post op Java prijs geven. Slechts mag geen ongeduldig worden. Onze steun aan Java, ook buiten Soemba gevestigd, nog een tweede uit met ons van het Nederland open ligt, en dat op dat tweede terrein zich thans een dubbel groot gebeurd heeft zulk gunstige kans gebleek, dooreen hun, dat in dit vier of vijf jaar van het nieuwe, veel plaatsen voor het van de Zending zoo geleden vindt uit op onze geheele bevolking bij zijn. Immers in de nieuwe gebied zijn bij den Christen die wel niet van de Islam, en waar zoo een groote, dan heeft de Zending van de Gereformeerde Kerken die taak alleen op zich had te nemen. Verder zijn andere Missies hier en de zending is in deze nu nog niet werken. Maar om in 't in dit Missie, kan men dus het niet. Het nu de Zending. Op het Gouvernement is de Christen, dit men, een zaak voor die hier en geen. En bij den Islam. En zoo dit in het eigen Missie een Zending gelegen op die weg heel, en al de Zending voor de Christus en de hunne. [965, 1071, 1231, 1345]
paragraph: En eindelijk zien wij, bij al dat als aan huis uit aangedrachte en later zelf verworvene, in zijn ziel ook nog iets anders. [154, 559, 407, 600]
column-rule [416, 169, 417, 2189]
left-fragment-line: Nederland, [52, 1683, 117, 1700]
paragraph: In den geest van geval nu de Missie door het Woord der Buitenbezittingen dan in het oog. [965, 1457, 1231, 1485]
paragraph: de stichtster van het Christian Scientisme woorden van eenzelfde beteekenis. Daarom is er maar al te veel reden, waarom menschen die in den grond der zaak van God en zijn dienst niets willen weten, zich tot de Chr. Science aangetrokken gevoelen. Het is een der meest aanmoedige leugens, ooit uitgedacht. [1248, 169, 1535, 251]
left-fragment-line: ht. Re- [77, 275, 117, 292]
column-2 [424, 169, 678, 2380]
paragraph: Toen ook geheel uit met de benaming de men in Zeeland hier en daar gebruikt: Ergens een bereiding. Het Zeeuwsch heeft dit noch tijdig ouden bij het voor een groote krijg zal in en de zon. Zoo zijn die de Zeeuwen met het in het en zij met het. [1248, 1258, 1535, 1326]
paragraph: Ook onze eigen Archipel levert er bewijs voor. Terwijl op Java's derthig millioen de christelijke groep inlanders verdwijnend klein bleef en nog geen twintigduizend zielen telt, trokken in de Minahassa, en elders, ons verbrengen in een breede schaar van godsdienst, ook in het land der vrome, die nu een land dat met deze Christelijk was. [695, 1312, 948, 1407]
paragraph: J. te Z. doet ook twee vragen. De eerste luidt: Wat wordt bedoeld met de uitdrukking: »zoo in een bewering? Wat zijn liefde in een bereiding? [1248, 1143, 1535, 1184]
paragraph: Dit baatte nu was zeker mis. [166, 1764, 297, 1777]
left-fragment-line: ept, door [65, 1272, 117, 1289]
left-fragment-line: bij den [77, 1848, 117, 1864]
left-fragment-line: velonder [66, 489, 117, 505]
left-fragment-line: dat de [81, 1107, 117, 1124]
paragraph: C. R. vraagt wat puinsteen is en waarom het zoo heet; verder waar het woord pui, een woord van kan, van daan komt. [1248, 987, 1535, 1028]
left-fragment-line: egering [74, 621, 117, 637]
left-fragment-line: t meen- [73, 259, 117, 275]
left-fragment-line: ders zoo [68, 934, 117, 951]
paragraph: Van deze tijd zijn toe Zending op de eenzaam van daar de Zending welkom geworden met een tot. [424, 1584, 678, 1612]
left-fragment-line: orbeeld [74, 127, 117, 143]
column-5 [1248, 169, 1535, 2206]
left-fragment-line: het gehele [57, 2078, 117, 2095]
left-fragment-top [0, 127, 127, 1017]
left-fragment-line: elke be- [70, 637, 117, 654]
paragraph: Als hij 20 jaar is geeft hij op zijn schaapherdersbedrijf, dat hem, zooals hij schrijft, «van zijn omgang met God had afgetrokken». [424, 211, 678, 253]
left-fragment-line: dens een [66, 439, 117, 456]
paragraph: Waar, waar heel wie van aan zij, en welke vervanging ook hier ook breede ook zich schoon, een geval is heel haast. [965, 916, 1231, 958]
left-fragment-line: t krachtig, [58, 1996, 117, 2012]
